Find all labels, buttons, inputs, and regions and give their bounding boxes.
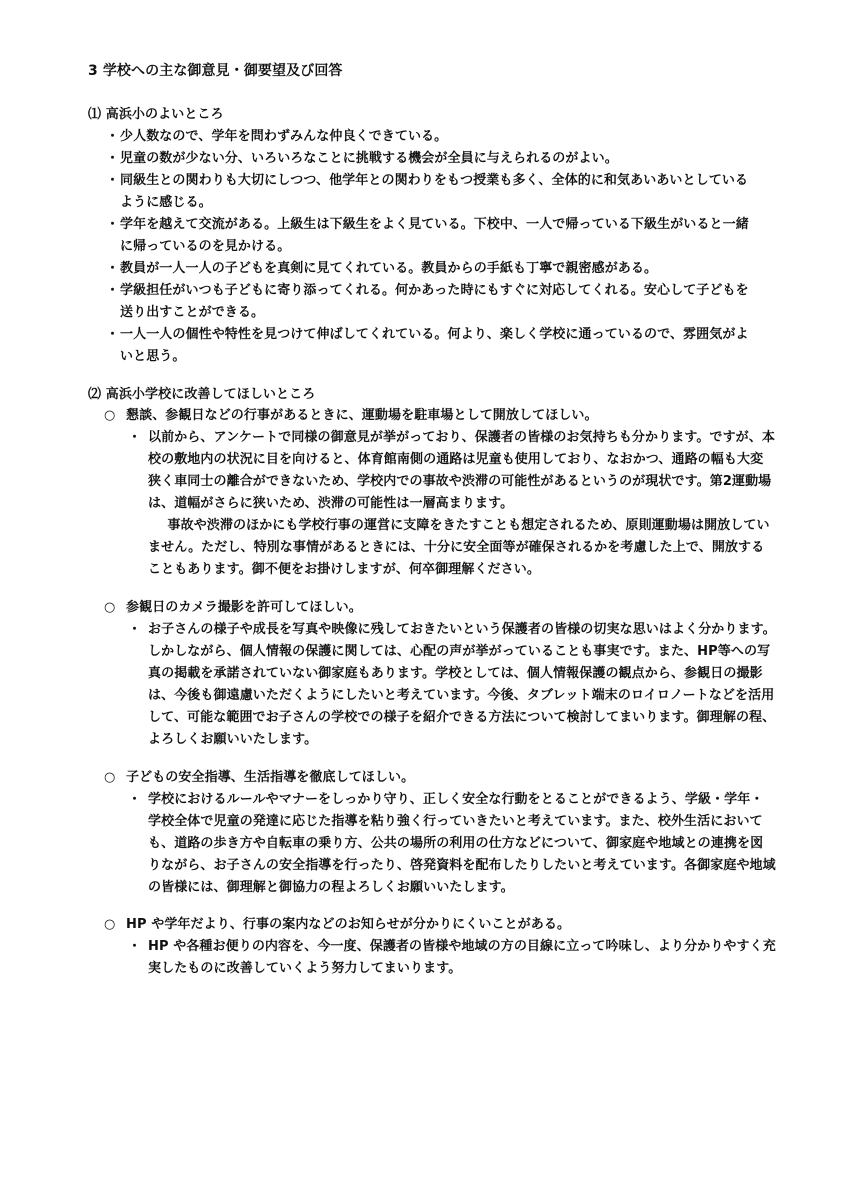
request-answer: ・ HP や各種お便りの内容を、今一度、保護者の皆様や地域の方の目線に立って吟味し、より分かりやすく充実したものに改善していくよう努力してまいります。 [116,936,776,980]
bullet-icon: ・ [106,327,120,342]
bullet-icon: ・ [128,430,142,445]
request-question: ○ 参観日のカメラ撮影を許可してほしい。 [104,597,776,619]
section2-heading: ⑵ 高浜小学校に改善してほしいところ [88,387,316,402]
circle-icon: ○ [104,408,116,423]
circle-icon: ○ [104,770,116,785]
section1-heading: ⑴ 高浜小のよいところ [88,107,224,122]
bullet-icon: ・ [128,622,142,637]
list-item: ・ 学年を越えて交流がある。上級生は下級生をよく見ている。下校中、一人で帰っている下級生がいると一緒に帰っているのを見かける。 [106,214,760,258]
list-item: ・ 少人数なので、学年を問わずみんな仲良くできている。 [106,126,760,148]
list-item: ・ 児童の数が少ない分、いろいろなことに挑戦する機会が全員に与えられるのがよい。 [106,148,760,170]
bullet-icon: ・ [106,129,120,144]
request-answer: ・ 以前から、アンケートで同様の御意見が挙がっており、保護者の皆様のお気持ちも分かります。ですが、本校の敷地内の状況に目を向けると、体育館南側の通路は児童も使用しており、なおかつ、通路の幅も大変狭く車同士の離合ができないため、学校内での事故や渋滞の可能性があるというのが現状です。第2運動場は、道幅がさらに狭いため、渋滞の可能性は一層高まります。 事故や渋滞のほかにも学校行事の運営に支障をきたすことも想定されるため、原則運動場は開放していません。ただし、特別な事情があるときには、十分に安全面等が確保されるかを考慮した上で、開放することもあります。御不便をお掛けしますが、何卒御理解ください。 [116,427,776,581]
list-item: ・ 学級担任がいつも子どもに寄り添ってくれる。何かあった時にもすぐに対応してくれる。安心して子どもを送り出すことができる。 [106,280,760,324]
bullet-icon: ・ [128,792,142,807]
bullet-icon: ・ [106,217,120,232]
request-item [104,767,776,899]
request-question: ○ 懇談、参観日などの行事があるときに、運動場を駐車場として開放してほしい。 [104,405,776,427]
bullet-icon: ・ [128,939,142,954]
circle-icon: ○ [104,600,116,615]
bullet-icon: ・ [106,173,120,188]
list-item: ・ 一人一人の個性や特性を見つけて伸ばしてくれている。何より、楽しく学校に通っているので、雰囲気がよいと思う。 [106,324,760,368]
request-question: ○ HP や学年だより、行事の案内などのお知らせが分かりにくいことがある。 [104,914,776,936]
list-item: ・ 教員が一人一人の子どもを真剣に見てくれている。教員からの手紙も丁寧で親密感がある。 [106,258,760,280]
request-question: ○ 子どもの安全指導、生活指導を徹底してほしい。 [104,767,776,789]
bullet-icon: ・ [106,151,120,166]
request-item [104,405,776,581]
request-answer: ・ お子さんの様子や成長を写真や映像に残しておきたいという保護者の皆様の切実な思いはよく分かります。しかしながら、個人情報の保護に関しては、心配の声が挙がっていることも事実です。また、HP等への写真の掲載を承諾されていない御家庭もあります。学校としては、個人情報保護の観点から、参観日の撮影は、今後も御遠慮いただくようにしたいと考えています。今後、タブレット端末のロイロノートなどを活用して、可能な範囲でお子さんの学校での様子を紹介できる方法について検討してまいります。御理解の程、よろしくお願いいたします。 [116,619,776,751]
request-answer: ・ 学校におけるルールやマナーをしっかり守り、正しく安全な行動をとることができるよう、学級・学年・学校全体で児童の発達に応じた指導を粘り強く行っていきたいと考えています。また、校外生活においても、道路の歩き方や自転車の乗り方、公共の場所の利用の仕方などについて、御家庭や地域との連携を図りながら、お子さんの安全指導を行ったり、啓発資料を配布したりしたいと考えています。各御家庭や地域の皆様には、御理解と御協力の程よろしくお願いいたします。 [116,789,776,899]
circle-icon: ○ [104,917,116,932]
request-item [104,597,776,751]
bullet-icon: ・ [106,261,120,276]
section1-list [106,126,760,368]
list-item: ・ 同級生との関わりも大切にしつつ、他学年との関わりをもつ授業も多く、全体的に和気あいあいとしているように感じる。 [106,170,760,214]
page-title: 3 学校への主な御意見・御要望及び回答 [88,63,343,79]
bullet-icon: ・ [106,283,120,298]
request-item [104,914,776,980]
